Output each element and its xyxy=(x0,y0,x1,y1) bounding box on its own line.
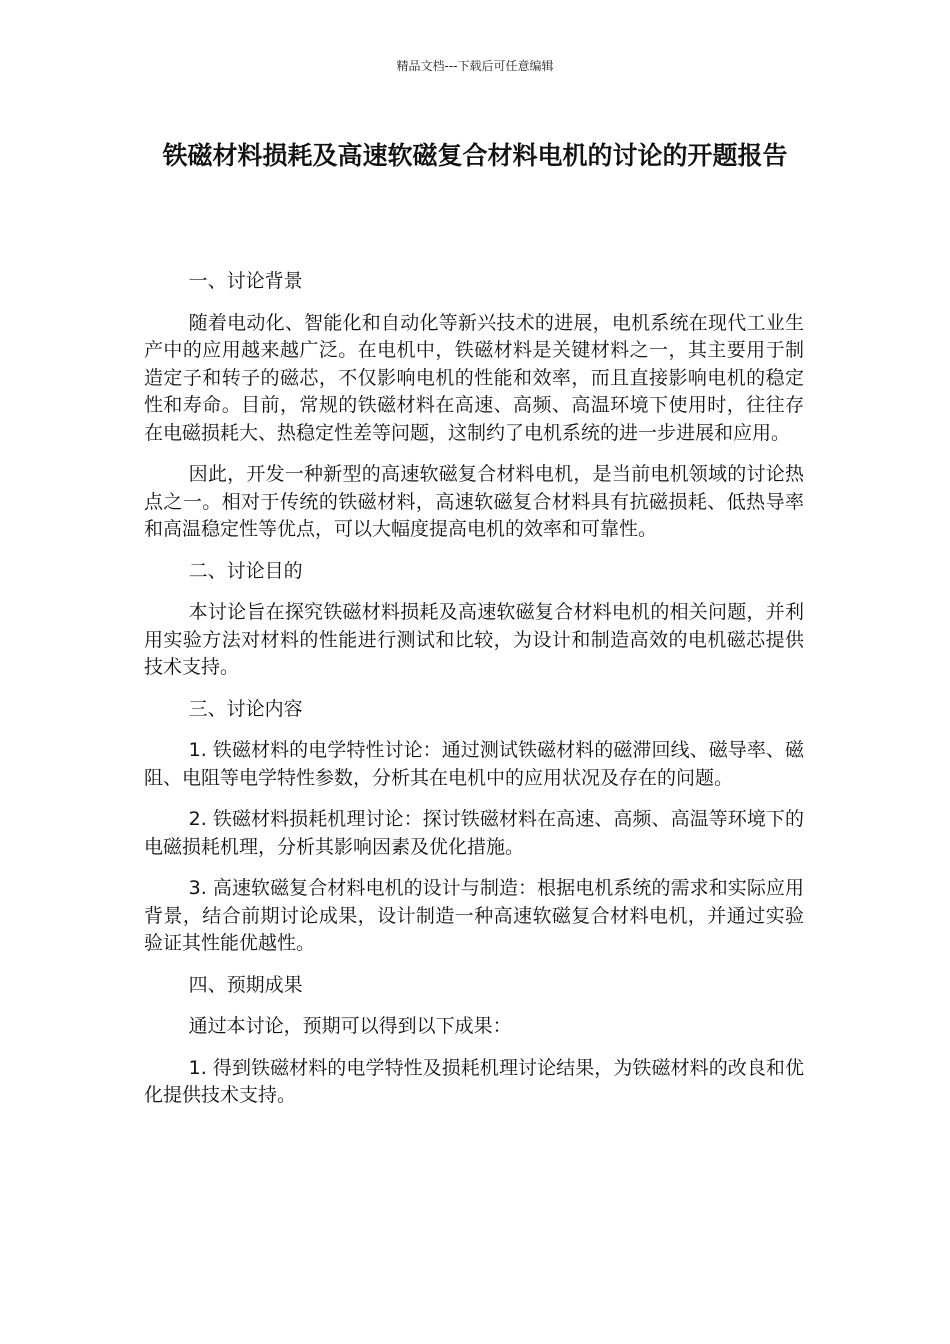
section-heading-content: 三、讨论内容 xyxy=(188,697,303,720)
paragraph-outcomes-intro: 通过本讨论，预期可以得到以下成果： xyxy=(188,1015,512,1037)
document-title: 铁磁材料损耗及高速软磁复合材料电机的讨论的开题报告 xyxy=(162,141,788,170)
paragraph-purpose: 本讨论旨在探究铁磁材料损耗及高速软磁复合材料电机的相关问题，并利用实验方法对材料的性能进行测试和比较，为设计和制造高效的电机磁芯提供技术支持。 xyxy=(144,601,804,678)
outcome-item-1: 1. 得到铁磁材料的电学特性及损耗机理讨论结果，为铁磁材料的改良和优化提供技术支持。 xyxy=(144,1056,804,1106)
page-header-note: 精品文档---下载后可任意编辑 xyxy=(396,59,554,73)
section-heading-background: 一、讨论背景 xyxy=(188,270,303,292)
paragraph-motivation: 因此，开发一种新型的高速软磁复合材料电机，是当前电机领域的讨论热点之一。相对于传统的铁磁材料，高速软磁复合材料具有抗磁损耗、低热导率和高温稳定性等优点，可以大幅度提高电机的效率和可靠性。 xyxy=(144,463,804,540)
document-body xyxy=(144,268,804,1124)
content-item-1: 1. 铁磁材料的电学特性讨论：通过测试铁磁材料的磁滞回线、磁导率、磁阻、电阻等电学特性参数，分析其在电机中的应用状况及存在的问题。 xyxy=(144,739,804,789)
section-heading-outcomes: 四、预期成果 xyxy=(188,973,303,996)
section-heading-purpose: 二、讨论目的 xyxy=(188,559,303,582)
content-item-2: 2. 铁磁材料损耗机理讨论：探讨铁磁材料在高速、高频、高温等环境下的电磁损耗机理，分析其影响因素及优化措施。 xyxy=(144,808,804,858)
paragraph-background: 随着电动化、智能化和自动化等新兴技术的进展，电机系统在现代工业生产中的应用越来越广泛。在电机中，铁磁材料是关键材料之一，其主要用于制造定子和转子的磁芯，不仅影响电机的性能和效率，而且直接影响电机的稳定性和寿命。目前，常规的铁磁材料在高速、高频、高温环境下使用时，往往存在电磁损耗大、热稳定性差等问题，这制约了电机系统的进一步进展和应用。 xyxy=(144,311,804,444)
content-item-3: 3. 高速软磁复合材料电机的设计与制造：根据电机系统的需求和实际应用背景，结合前期讨论成果，设计制造一种高速软磁复合材料电机，并通过实验验证其性能优越性。 xyxy=(144,877,804,954)
